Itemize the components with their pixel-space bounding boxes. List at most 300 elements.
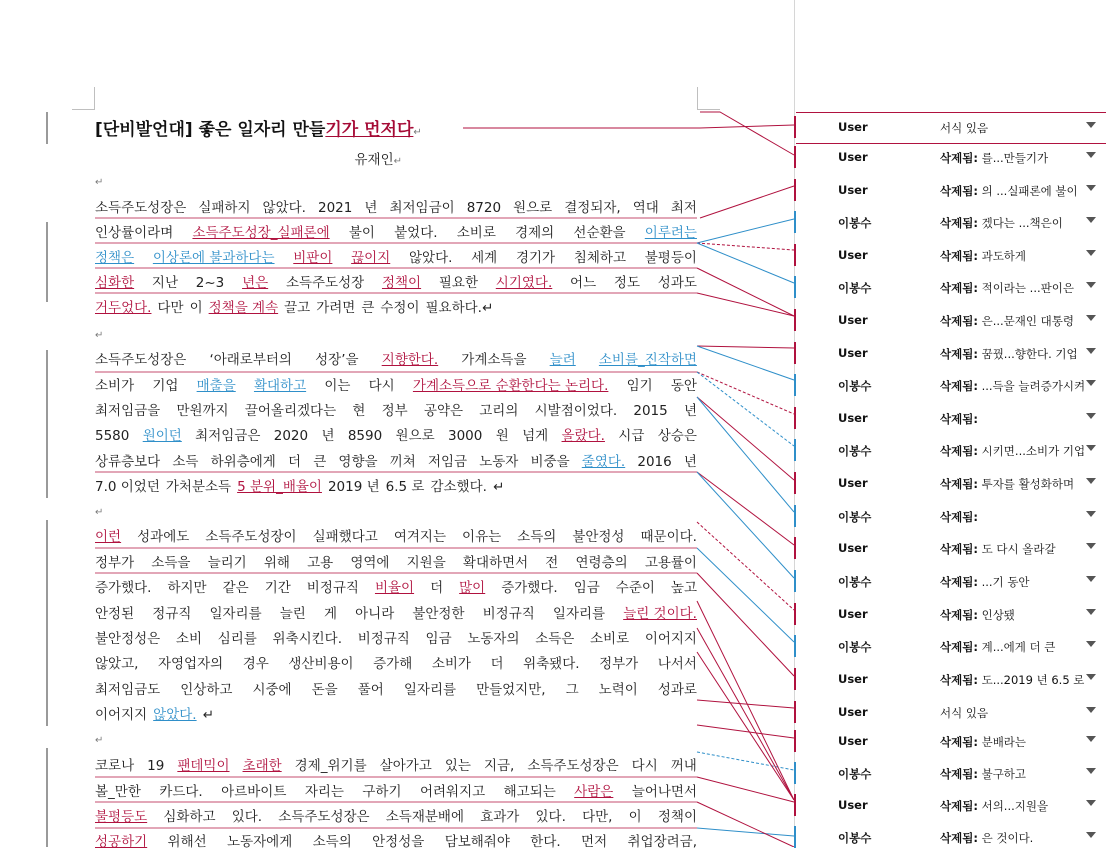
revision-stripe [794,603,796,625]
word: 침체하고 [573,250,626,266]
word: 증가했다. [501,580,558,596]
word: 최저 [670,200,697,216]
word: 필요한 [438,275,478,291]
revision-balloon[interactable] [796,339,1106,369]
revision-author: 이봉수 [838,510,872,524]
expand-chevron-down-icon[interactable] [1086,445,1096,451]
word: 원으로 [513,200,553,216]
word: 시발점이었다. [534,403,618,419]
word: 19 [147,758,165,774]
text-line[interactable] [95,680,697,700]
revision-balloon[interactable] [796,759,1106,789]
word: 실패하지 [198,200,251,216]
word: 경우 [242,656,269,672]
word: 더 [490,656,504,672]
revision-label: 삭제됨: 도...2019 년 6.5 로 [940,673,1085,687]
word: 최저임금도 [95,682,161,698]
revision-balloon[interactable] [796,600,1106,630]
word: 않았고, [95,656,139,672]
word: 불안정성은 [95,631,161,647]
expand-chevron-down-icon[interactable] [1086,122,1096,128]
revision-balloon[interactable] [796,176,1106,206]
change-bar [46,748,48,847]
revision-stripe [794,730,796,752]
revision-balloon[interactable] [796,665,1106,695]
word: 나서서 [657,656,697,672]
word: 더 [288,454,302,470]
word: 필요하다.↵ [425,300,494,316]
expand-chevron-down-icon[interactable] [1086,674,1096,680]
revision-stripe [794,276,796,298]
word: 돈을 [311,682,338,698]
word: 노동자의 [467,631,520,647]
expand-chevron-down-icon[interactable] [1086,641,1096,647]
tracked-change-text: 비율이 [374,580,415,596]
word: 감소했다. [430,479,487,495]
text-line[interactable] [95,452,697,472]
revision-author: User [838,798,868,812]
revision-label: 서식 있음 [940,706,989,720]
revision-author: User [838,734,868,748]
word: 년 [321,428,335,444]
word: 년 [683,403,697,419]
expand-chevron-down-icon[interactable] [1086,217,1096,223]
revision-balloon[interactable] [796,306,1106,336]
word: 더 [430,580,444,596]
revision-label: 삭제됨: 불구하고 [940,767,1027,781]
revision-balloon[interactable] [796,273,1106,303]
revision-author: User [838,476,868,490]
text-line[interactable] [95,426,697,446]
revision-stripe [794,309,796,331]
word: 만원까지 [176,403,229,419]
revision-balloon[interactable] [796,208,1106,238]
revision-connector [697,372,794,414]
word: 여겨지는 [393,529,447,545]
revision-balloon[interactable] [796,567,1106,597]
revision-author: User [838,150,868,164]
word: 최저임금은 [195,428,261,444]
word: 소득주도성장이 [205,529,297,545]
text-line[interactable] [95,401,697,421]
word: 2019 년 [327,479,380,495]
revision-author: User [838,346,868,360]
word: 끼쳐 [389,454,416,470]
revision-balloon[interactable] [796,791,1106,821]
word: 생산비용이 [288,656,354,672]
revision-stripe [794,472,796,494]
tracked-change-text: 매출을 [196,378,236,394]
word: 효과가 [480,809,520,825]
word: 고용률이 [644,555,697,571]
word: 인상하고 [180,682,233,698]
word: 소득은 [535,631,575,647]
revision-balloon[interactable] [796,112,1106,144]
change-bar [46,222,48,302]
revision-author: 이봉수 [838,767,872,781]
word: 불평등이 [644,250,697,266]
word: 카드다. [159,784,203,800]
revision-author: User [838,183,868,197]
word: 정부가 [599,656,639,672]
word: 정책이 [657,809,697,825]
expand-chevron-down-icon[interactable] [1086,250,1096,256]
word: 2015 [633,403,668,419]
revision-connector [700,186,794,218]
word: 공약은 [423,403,464,419]
word: 같은 [222,580,249,596]
revision-balloon[interactable] [796,727,1106,757]
author-name: 유재인 [354,152,394,168]
revision-balloon[interactable] [796,534,1106,564]
expand-chevron-down-icon[interactable] [1086,832,1096,838]
paragraph-mark-icon: ↵ [413,127,422,138]
word: 영향을 [338,454,378,470]
word: 심리를 [217,631,257,647]
revision-connector [697,372,794,446]
revision-label: 삭제됨: 투자를 활성화하며 [940,477,1075,491]
revision-label: 삭제됨: ...득을 늘려증가시켜 [940,379,1086,393]
word: 위해선 [167,834,207,850]
word: 이어지지 [95,707,148,723]
revision-balloon[interactable] [796,502,1106,532]
revision-connector [697,725,794,738]
expand-chevron-down-icon[interactable] [1086,511,1096,517]
expand-chevron-down-icon[interactable] [1086,348,1096,354]
revision-connector [697,472,794,578]
text-line[interactable] [95,350,697,370]
revision-balloon[interactable] [796,241,1106,271]
word: 이 [189,300,203,316]
revision-connector [697,397,794,480]
revision-balloon[interactable] [796,436,1106,466]
word: 세계 [471,250,498,266]
tracked-change-text: 정책이 [381,275,422,291]
word: 소득재분배에 [385,809,465,825]
paragraph-mark-icon: ↵ [95,507,104,518]
word: 성장’을 [315,352,359,368]
expand-chevron-down-icon[interactable] [1086,707,1096,713]
revision-author: 이봉수 [838,575,872,589]
word: 안정된 [95,606,135,622]
word: 정규직 [152,606,192,622]
revision-label: 삭제됨: 시키면...소비가 기업 [940,444,1086,458]
text-line[interactable] [95,248,697,268]
word: 일자리를 [403,682,457,698]
expand-chevron-down-icon[interactable] [1086,380,1096,386]
revision-label: 삭제됨: 은...문재인 대통령 [940,314,1074,328]
revision-label: 삭제됨: 서의...지원을 [940,799,1049,813]
expand-chevron-down-icon[interactable] [1086,800,1096,806]
word: 넘게 [522,428,549,444]
tracked-change-text: 소비를_진작하면 [598,352,697,368]
expand-chevron-down-icon[interactable] [1086,185,1096,191]
text-line[interactable] [95,832,697,852]
word: 늘어나면서 [631,784,697,800]
word: 자영업자의 [157,656,224,672]
word: 저임금 [427,454,468,470]
word: 비정규직 [482,606,535,622]
word: 위축시킨다. [272,631,342,647]
expand-chevron-down-icon[interactable] [1086,282,1096,288]
word: 어느 [570,275,597,291]
word: 경제_위기를 [294,758,367,774]
word: 2021 [317,200,353,216]
revision-connector [697,293,794,316]
revision-stripe [794,794,796,816]
expand-chevron-down-icon[interactable] [1086,736,1096,742]
revision-connector [697,219,794,243]
word: 일자리를 [209,606,262,622]
word: 다시 [631,758,658,774]
revision-connector [697,700,794,708]
word: 확대하면서 [462,555,529,571]
revision-connector [697,652,794,800]
revision-stripe [794,826,796,848]
paragraph-mark-icon: ↵ [95,177,104,188]
word: 고리의 [479,403,519,419]
change-bar [46,520,48,726]
revision-author: User [838,541,868,555]
revision-stripe [794,407,796,429]
revision-label: 삭제됨: [940,510,978,524]
tracked-change-text: 늘려 [549,352,576,368]
tracked-change-text: 이런 [95,529,122,545]
expand-chevron-down-icon[interactable] [1086,576,1096,582]
revision-label: 삭제됨: 의 ...실패론에 불이 [940,184,1078,198]
word: 이는 [324,378,351,394]
word: 역대 [632,200,659,216]
revision-label: 삭제됨: 과도하게 [940,249,1027,263]
word: 소득의 [312,834,352,850]
word: 원으로 [395,428,435,444]
tracked-change-text: 팬데믹이 [177,758,230,774]
tracked-change-text: 비판이 [293,250,333,266]
revision-stripe [794,179,796,201]
word: 자리는 [304,784,344,800]
word: 노동자 [479,454,519,470]
tracked-change-text: 5 분위_배율이 [237,479,322,495]
word: 최저임금이 [389,200,455,216]
revision-stripe [794,244,796,266]
word: 상승은 [657,428,697,444]
tracked-change-text: 불평등도 [95,809,148,825]
word: 8720 [466,200,502,216]
revision-balloon[interactable] [796,143,1106,173]
word: 전 [545,555,559,571]
tracked-change-text: 초래한 [242,758,282,774]
text-line[interactable] [95,273,697,293]
tracked-change-text: 거두었다. [95,300,152,316]
expand-chevron-down-icon[interactable] [1086,768,1096,774]
word: 년 [683,454,697,470]
text-line[interactable] [95,477,697,497]
word: 안정성을 [372,834,425,850]
revision-connector [697,752,794,770]
word: 이유는 [462,529,502,545]
word: 지원을 [406,555,446,571]
revision-author: User [838,607,868,621]
text-line[interactable] [95,376,697,396]
word: 소득주도성장은 [95,200,187,216]
revision-balloon[interactable] [796,823,1106,853]
revision-label: 삭제됨: 인상됐 [940,608,1015,622]
word: 2~3 [195,275,225,291]
revision-author: 이봉수 [838,444,872,458]
word: 소득 [172,454,199,470]
revision-label: 삭제됨: 계...에게 더 큰 [940,640,1056,654]
revision-stripe [794,505,796,527]
word: 비정규직 [306,580,359,596]
word: 소득의 [517,529,557,545]
word: 7.0 이었던 [95,479,160,495]
word: 임금 [573,580,600,596]
word: 않았다. [262,200,306,216]
revision-balloon[interactable] [796,698,1106,728]
revision-connector [697,601,794,800]
tracked-change-text: 확대하고 [253,378,307,394]
revision-connector [697,397,794,512]
tracked-change-text: 지향한다. [381,352,439,368]
revision-connector [697,573,794,676]
word: 그 [565,682,579,698]
word: 5580 [95,428,130,444]
paragraph-mark-icon: ↵ [95,735,104,746]
text-line[interactable] [95,807,697,827]
word: 가려면 [316,300,356,316]
expand-chevron-down-icon[interactable] [1086,152,1096,158]
word: 고용 [307,555,334,571]
word: 소득을 [151,555,191,571]
revision-balloon[interactable] [796,371,1106,401]
word: 노력이 [598,682,638,698]
word: 위축됐다. [523,656,580,672]
revision-connector [463,125,794,128]
expand-chevron-down-icon[interactable] [1086,413,1096,419]
word: 증가해 [373,656,413,672]
word: 늘리기 [207,555,247,571]
revision-connector [700,112,794,155]
text-line[interactable] [95,705,697,725]
revision-author: User [838,705,868,719]
word: 상류층보다 [95,454,161,470]
tracked-change-text: 심화한 [95,275,135,291]
tracked-change-text: 원이던 [142,428,182,444]
tracked-change-text: 늘린 것이다. [623,606,697,622]
text-line[interactable] [95,629,697,649]
text-line[interactable] [95,298,697,318]
word: 수준이 [615,580,655,596]
revision-label: 서식 있음 [940,121,989,135]
word: 8590 [347,428,383,444]
revision-author: 이봉수 [838,640,872,654]
revision-connector [697,628,794,800]
revision-author: 이봉수 [838,831,872,845]
word: 구하기 [362,784,402,800]
word: 아니라 [355,606,395,622]
text-line[interactable] [95,782,697,802]
revision-balloon[interactable] [796,632,1106,662]
text-line[interactable] [95,578,697,598]
tracked-change-text: 줄였다. [581,454,626,470]
word: 비중을 [530,454,570,470]
word: 수정이 [380,300,420,316]
revision-balloon[interactable] [796,404,1106,434]
word: 끌고 [284,300,311,316]
change-bar [46,350,48,498]
word: 일자리를 [552,606,606,622]
tracked-change-text: 시기였다. [495,275,553,291]
tracked-change-text: 정책을 계속 [208,300,279,316]
word: 위해 [263,555,290,571]
expand-chevron-down-icon[interactable] [1086,609,1096,615]
tracked-change-text: 올랐다. [561,428,605,444]
word: 꺼내 [670,758,697,774]
word: 취업장려금, [627,834,697,850]
expand-chevron-down-icon[interactable] [1086,543,1096,549]
word: 큰 [361,300,375,316]
revision-connector [697,802,794,847]
revision-stripe [794,537,796,559]
revision-label: 삭제됨: 은 것이다. [940,831,1034,845]
word: 풀어 [357,682,384,698]
tracked-change-text: 이상론에 불과하다는 [152,250,275,266]
word: 지금, [483,758,515,774]
word: 않았다. [408,250,453,266]
word: 게 [323,606,337,622]
tracked-change-text: 성공하기 [95,834,148,850]
word: ↵ [202,707,214,723]
title-inserted-text: 기가 먼저다 [325,120,414,140]
expand-chevron-down-icon[interactable] [1086,315,1096,321]
word: 정부 [381,403,408,419]
paragraph-mark-icon: ↵ [393,156,402,167]
expand-chevron-down-icon[interactable] [1086,478,1096,484]
revision-label: 삭제됨: 꿈꿨...향한다. 기업 [940,347,1078,361]
revision-author: 이봉수 [838,281,872,295]
revision-author: User [838,120,868,134]
word: 노동자에게 [227,834,293,850]
word: 볼_만한 [95,784,141,800]
text-line[interactable] [95,223,697,243]
margin-corner-mark [697,87,720,110]
revision-connector [697,268,794,316]
text-line[interactable] [95,553,697,573]
word: 소득주도성장은 [95,352,187,368]
word: 소득주도성장은 [278,809,370,825]
revision-connector [697,522,794,610]
text-line[interactable] [95,527,697,547]
revision-author: User [838,248,868,262]
word: 높고 [670,580,697,596]
revision-connector [697,346,794,348]
word: 년 [364,200,378,216]
word: 결정되자, [564,200,621,216]
word: 다시 [368,378,395,394]
revision-balloon[interactable] [796,469,1106,499]
text-line[interactable] [95,198,697,218]
text-line[interactable] [95,604,697,624]
word: 때문이다. [640,529,697,545]
word: 성과로 [657,682,697,698]
word: 성과에도 [137,529,190,545]
text-line[interactable] [95,756,697,776]
text-line[interactable] [95,654,697,674]
tracked-change-text: 끊이지 [351,250,391,266]
paragraph-mark-icon: ↵ [95,330,104,341]
word: 실패했다고 [312,529,378,545]
word: 지난 [151,275,178,291]
